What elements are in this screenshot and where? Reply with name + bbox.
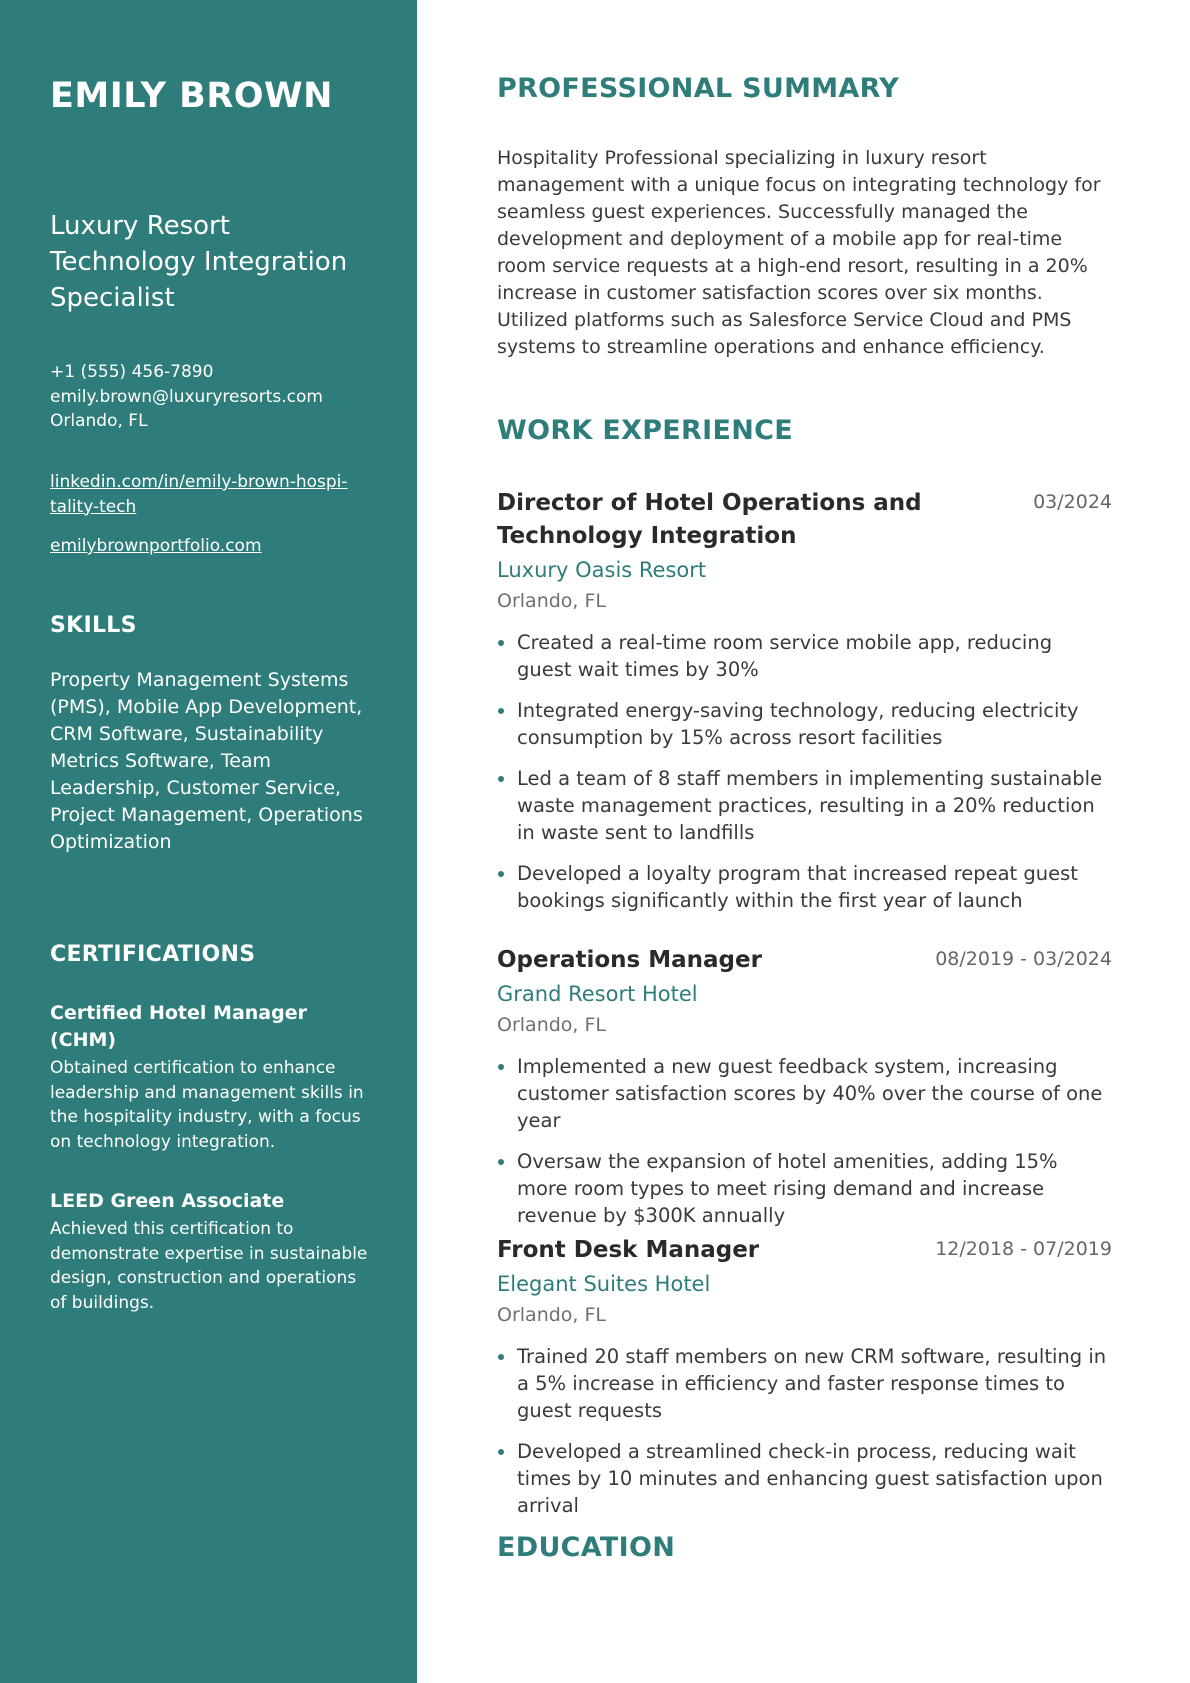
job-dates: 08/2019 - 03/2024 bbox=[935, 948, 1112, 970]
job-company: Luxury Oasis Resort bbox=[497, 558, 707, 582]
job-bullet: Oversaw the expansion of hotel amenities, adding 15% more room types to meet rising demand and increase revenue by $300K annually bbox=[497, 1148, 1112, 1229]
summary-heading: PROFESSIONAL SUMMARY bbox=[497, 73, 900, 104]
certifications-section bbox=[50, 940, 375, 1315]
job-bullet: Developed a streamlined check-in process, reducing wait times by 10 minutes and enhancing guest satisfaction upon arrival bbox=[497, 1438, 1112, 1519]
job-dates: 12/2018 - 07/2019 bbox=[935, 1238, 1112, 1260]
job-bullets bbox=[497, 1343, 1112, 1519]
contact-phone: +1 (555) 456-7890 bbox=[50, 362, 214, 382]
job-role: Front Desk Manager bbox=[497, 1237, 760, 1263]
work-experience-heading: WORK EXPERIENCE bbox=[497, 415, 793, 446]
skills-heading: SKILLS bbox=[50, 613, 137, 638]
job-entry bbox=[497, 944, 1112, 1243]
certification-description: Obtained certification to enhance leadership and management skills in the hospitality industry, with a focus on technology integration. bbox=[50, 1058, 364, 1152]
job-bullet: Created a real-time room service mobile app, reducing guest wait times by 30% bbox=[497, 629, 1112, 683]
skills-text: Property Management Systems (PMS), Mobile App Development, CRM Software, Sustainability Metrics Software, Team Leadership, Customer Service, Project Management, Operations Optimization bbox=[50, 669, 363, 853]
certifications-heading: CERTIFICATIONS bbox=[50, 942, 256, 967]
job-role: Operations Manager bbox=[497, 947, 762, 973]
education-heading: EDUCATION bbox=[497, 1532, 676, 1563]
job-bullets bbox=[497, 629, 1112, 914]
job-bullet: Developed a loyalty program that increased repeat guest bookings significantly within the first year of launch bbox=[497, 860, 1112, 914]
job-role: Director of Hotel Operations and Technology Integration bbox=[497, 490, 922, 549]
candidate-title: Luxury Resort Technology Integration Specialist bbox=[50, 211, 348, 313]
job-header bbox=[497, 1234, 1112, 1267]
contact-location: Orlando, FL bbox=[50, 411, 148, 431]
job-bullet: Trained 20 staff members on new CRM software, resulting in a 5% increase in efficiency and faster response times to guest requests bbox=[497, 1343, 1112, 1424]
job-entry bbox=[497, 487, 1112, 928]
job-entry bbox=[497, 1234, 1112, 1533]
portfolio-link[interactable]: emilybrownportfolio.com bbox=[50, 536, 262, 556]
job-location: Orlando, FL bbox=[497, 590, 607, 612]
job-bullet: Integrated energy-saving technology, reducing electricity consumption by 15% across resort facilities bbox=[497, 697, 1112, 751]
job-bullets bbox=[497, 1053, 1112, 1229]
certification-name: LEED Green Associate bbox=[50, 1190, 285, 1212]
certification-description: Achieved this certification to demonstrate expertise in sustainable design, construction and operations of buildings. bbox=[50, 1219, 368, 1313]
candidate-name: EMILY BROWN bbox=[50, 76, 333, 116]
job-header bbox=[497, 944, 1112, 977]
certification-item bbox=[50, 1000, 375, 1154]
job-location: Orlando, FL bbox=[497, 1304, 607, 1326]
contact-info bbox=[50, 360, 380, 434]
job-dates: 03/2024 bbox=[1033, 491, 1112, 513]
skills-section bbox=[50, 611, 372, 856]
certification-name: Certified Hotel Manager (CHM) bbox=[50, 1002, 307, 1051]
job-company: Grand Resort Hotel bbox=[497, 982, 698, 1006]
job-bullet: Implemented a new guest feedback system, increasing customer satisfaction scores by 40% over the course of one year bbox=[497, 1053, 1112, 1134]
job-header bbox=[497, 487, 1112, 553]
summary-text: Hospitality Professional specializing in luxury resort management with a unique focus on integrating technology for seamless guest experiences. Successfully managed the development and deployment of a mobile app for real-time room service requests at a high-end resort, resulting in a 20% increase in customer satisfaction scores over six months. Utilized platforms such as Salesforce Service Cloud and PMS systems to streamline operations and enhance efficiency. bbox=[497, 147, 1101, 358]
sidebar bbox=[0, 0, 417, 1683]
profile-links bbox=[50, 470, 380, 559]
job-bullet: Led a team of 8 staff members in implementing sustainable waste management practices, resulting in a 20% reduction in waste sent to landfills bbox=[497, 765, 1112, 846]
job-company: Elegant Suites Hotel bbox=[497, 1272, 711, 1296]
certification-item bbox=[50, 1188, 375, 1315]
job-location: Orlando, FL bbox=[497, 1014, 607, 1036]
contact-email: emily.brown@luxuryresorts.com bbox=[50, 386, 323, 407]
linkedin-link[interactable]: linkedin.com/in/emily-brown-hospi-tality-tech bbox=[50, 472, 348, 517]
